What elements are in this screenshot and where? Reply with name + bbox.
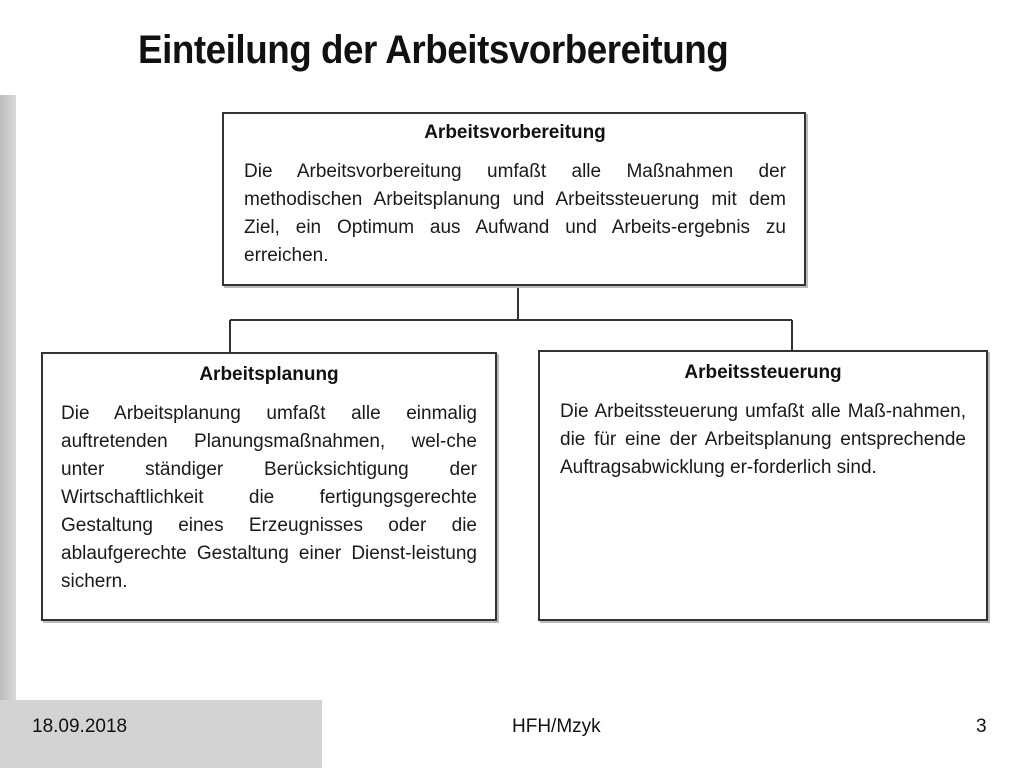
box-arbeitsplanung xyxy=(41,352,497,621)
box-arbeitsvorbereitung-text: Die Arbeitsvorbereitung umfaßt alle Maßnahmen der methodischen Arbeitsplanung und Arbeitssteuerung mit dem Ziel, ein Optimum aus Aufwand und Arbeits-ergebnis zu erreichen. xyxy=(244,161,786,266)
footer-author: HFH/Mzyk xyxy=(512,716,601,737)
box-arbeitssteuerung xyxy=(538,350,988,621)
box-arbeitsplanung-heading: Arbeitsplanung xyxy=(199,364,339,385)
slide-title: Einteilung der Arbeitsvorbereitung xyxy=(138,28,729,72)
box-arbeitssteuerung-heading: Arbeitssteuerung xyxy=(684,362,842,383)
box-arbeitsplanung-text: Die Arbeitsplanung umfaßt alle einmalig auftretenden Planungsmaßnahmen, wel-che unter ständiger Berücksichtigung der Wirtschaftlichkeit die fertigungsgerechte Gestaltung eines Erzeugnisses oder die ablaufgerechte Gestaltung einer Dienst-leistung sichern. xyxy=(61,403,477,592)
footer-date: 18.09.2018 xyxy=(32,716,128,737)
footer-page-number: 3 xyxy=(976,716,987,737)
box-arbeitsvorbereitung xyxy=(222,112,806,286)
box-arbeitsvorbereitung-heading: Arbeitsvorbereitung xyxy=(424,122,606,143)
box-arbeitssteuerung-text: Die Arbeitssteuerung umfaßt alle Maß-nahmen, die für eine der Arbeitsplanung entsprechende Auftragsabwicklung er-forderlich sind. xyxy=(560,401,966,478)
